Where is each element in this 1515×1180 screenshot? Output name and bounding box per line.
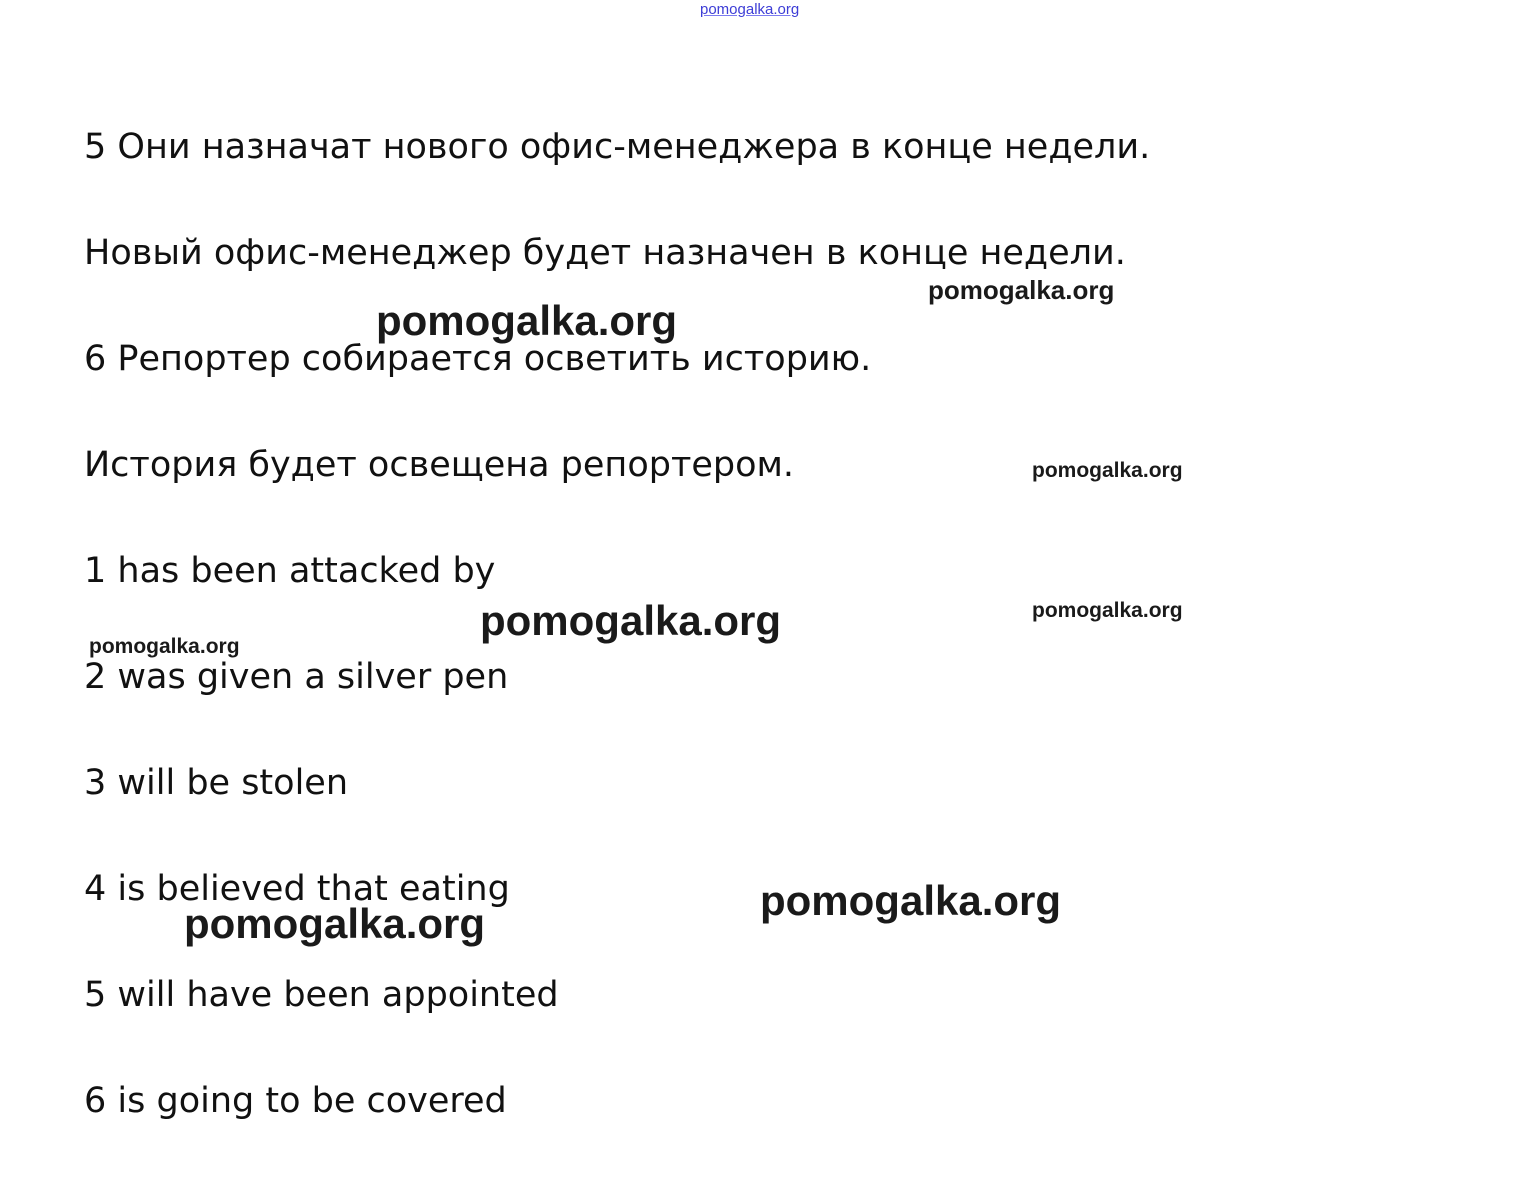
answer-1: 1 has been attacked by (84, 551, 496, 591)
sentence-5-passive: Новый офис-менеджер будет назначен в конце недели. (84, 233, 1126, 273)
answer-3: 3 will be stolen (84, 763, 349, 803)
watermark: pomogalka.org (376, 297, 678, 344)
watermark: pomogalka.org (184, 900, 486, 947)
watermark: pomogalka.org (89, 635, 240, 658)
answer-2: 2 was given a silver pen (84, 657, 509, 697)
watermark: pomogalka.org (1032, 599, 1183, 622)
answer-6: 6 is going to be covered (84, 1081, 507, 1121)
answer-5: 5 will have been appointed (84, 975, 559, 1015)
answer-4: 4 is believed that eating (84, 869, 510, 909)
watermark: pomogalka.org (1032, 459, 1183, 482)
watermark: pomogalka.org (928, 275, 1115, 305)
watermark: pomogalka.org (760, 877, 1062, 924)
sentence-6-active: 6 Репортер собирается осветить историю. (84, 339, 872, 379)
watermark: pomogalka.org (480, 597, 782, 644)
header-watermark-link[interactable]: pomogalka.org (700, 1, 800, 18)
sentence-6-passive: История будет освещена репортером. (84, 445, 795, 485)
sentence-5-active: 5 Они назначат нового офис-менеджера в конце недели. (84, 127, 1151, 167)
